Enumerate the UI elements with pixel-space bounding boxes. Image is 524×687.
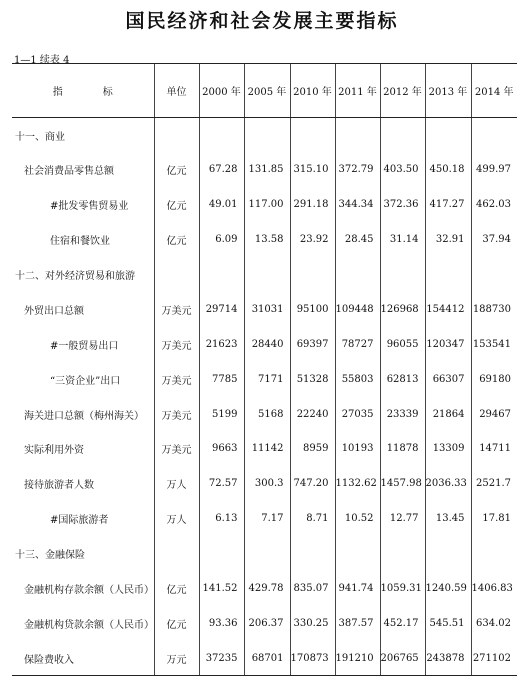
row-label-text: 接待旅游者人数	[24, 480, 94, 492]
row-unit: 亿元	[154, 606, 199, 641]
cell-value: 14711	[471, 432, 517, 467]
cell-value: 372.79	[335, 152, 380, 187]
table-row	[12, 397, 517, 432]
row-label-text: 十三、金融保险	[15, 550, 85, 562]
cell-value	[244, 257, 290, 292]
cell-value: 835.07	[290, 571, 335, 606]
cell-value: 31.14	[380, 222, 425, 257]
header-year: 2000 年	[199, 64, 244, 118]
cell-value: 5199	[199, 397, 244, 432]
cell-value: 13309	[425, 432, 471, 467]
cell-value: 499.97	[471, 152, 517, 187]
row-unit: 亿元	[154, 187, 199, 222]
cell-value	[335, 257, 380, 292]
table-row	[12, 222, 517, 257]
row-label	[12, 536, 154, 571]
cell-value	[335, 118, 380, 153]
cell-value: 1132.62	[335, 466, 380, 501]
cell-value: 452.17	[380, 606, 425, 641]
cell-value: 55803	[335, 362, 380, 397]
row-label-text: 社会消费品零售总额	[24, 166, 114, 178]
cell-value: 6.09	[199, 222, 244, 257]
row-label	[12, 327, 154, 362]
cell-value	[425, 536, 471, 571]
cell-value: 109448	[335, 292, 380, 327]
cell-value	[335, 536, 380, 571]
row-unit	[154, 536, 199, 571]
cell-value: 243878	[425, 641, 471, 676]
cell-value: 31031	[244, 292, 290, 327]
cell-value: 2036.33	[425, 466, 471, 501]
cell-value: 17.81	[471, 501, 517, 536]
row-label	[12, 362, 154, 397]
cell-value: 191210	[335, 641, 380, 676]
cell-value	[425, 118, 471, 153]
row-unit: 万美元	[154, 327, 199, 362]
row-unit: 万元	[154, 641, 199, 676]
header-indicator: 指 标	[12, 64, 154, 118]
cell-value: 5168	[244, 397, 290, 432]
cell-value: 13.45	[425, 501, 471, 536]
cell-value: 315.10	[290, 152, 335, 187]
row-unit: 万美元	[154, 362, 199, 397]
cell-value: 120347	[425, 327, 471, 362]
table-row	[12, 571, 517, 606]
cell-value: 93.36	[199, 606, 244, 641]
header-year: 2011 年	[335, 64, 380, 118]
cell-value: 11142	[244, 432, 290, 467]
row-label-text: #批发零售贸易业	[50, 201, 129, 213]
cell-value: 28.45	[335, 222, 380, 257]
cell-value: 7.17	[244, 501, 290, 536]
cell-value: 170873	[290, 641, 335, 676]
table-caption: 1—1 续表 4	[14, 55, 70, 66]
row-label	[12, 501, 154, 536]
row-label-text: 实际利用外资	[24, 445, 84, 457]
cell-value: 21623	[199, 327, 244, 362]
header-unit: 单位	[154, 64, 199, 118]
row-unit: 万人	[154, 501, 199, 536]
cell-value: 1457.98	[380, 466, 425, 501]
cell-value: 1059.31	[380, 571, 425, 606]
cell-value: 1406.83	[471, 571, 517, 606]
cell-value: 6.13	[199, 501, 244, 536]
row-label	[12, 187, 154, 222]
table-row	[12, 257, 517, 292]
cell-value: 21864	[425, 397, 471, 432]
row-label	[12, 606, 154, 641]
cell-value	[244, 536, 290, 571]
table-row	[12, 118, 517, 153]
table-row	[12, 536, 517, 571]
cell-value: 747.20	[290, 466, 335, 501]
cell-value	[199, 257, 244, 292]
cell-value	[199, 536, 244, 571]
row-label-text: 金融机构贷款余额（人民币）	[24, 619, 154, 631]
cell-value: 27035	[335, 397, 380, 432]
cell-value: 37.94	[471, 222, 517, 257]
row-label	[12, 222, 154, 257]
row-label-text: 保险费收入	[24, 654, 74, 666]
table-row	[12, 152, 517, 187]
row-label-text: #一般贸易出口	[50, 340, 119, 352]
cell-value: 545.51	[425, 606, 471, 641]
row-unit: 亿元	[154, 571, 199, 606]
cell-value	[471, 118, 517, 153]
cell-value: 344.34	[335, 187, 380, 222]
header-year: 2010 年	[290, 64, 335, 118]
cell-value: 28440	[244, 327, 290, 362]
row-unit: 万美元	[154, 292, 199, 327]
cell-value: 188730	[471, 292, 517, 327]
cell-value	[471, 536, 517, 571]
cell-value	[290, 536, 335, 571]
header-year: 2005 年	[244, 64, 290, 118]
cell-value: 78727	[335, 327, 380, 362]
cell-value	[425, 257, 471, 292]
row-label	[12, 571, 154, 606]
cell-value: 13.58	[244, 222, 290, 257]
cell-value: 95100	[290, 292, 335, 327]
cell-value: 37235	[199, 641, 244, 676]
table-row	[12, 641, 517, 676]
cell-value: 141.52	[199, 571, 244, 606]
cell-value: 429.78	[244, 571, 290, 606]
cell-value: 131.85	[244, 152, 290, 187]
table-row	[12, 362, 517, 397]
cell-value: 22240	[290, 397, 335, 432]
indicators-table	[12, 63, 517, 676]
cell-value: 10.52	[335, 501, 380, 536]
cell-value: 634.02	[471, 606, 517, 641]
row-label	[12, 641, 154, 676]
cell-value	[380, 536, 425, 571]
row-label-text: 外贸出口总额	[24, 305, 84, 317]
cell-value: 372.36	[380, 187, 425, 222]
header-year: 2014 年	[471, 64, 517, 118]
cell-value: 11878	[380, 432, 425, 467]
header-year: 2013 年	[425, 64, 471, 118]
cell-value	[380, 118, 425, 153]
cell-value: 69180	[471, 362, 517, 397]
cell-value	[380, 257, 425, 292]
cell-value: 206.37	[244, 606, 290, 641]
table-header-row	[12, 64, 517, 118]
cell-value: 8959	[290, 432, 335, 467]
cell-value: 1240.59	[425, 571, 471, 606]
cell-value: 300.3	[244, 466, 290, 501]
row-unit: 万美元	[154, 397, 199, 432]
cell-value: 49.01	[199, 187, 244, 222]
cell-value: 117.00	[244, 187, 290, 222]
cell-value: 153541	[471, 327, 517, 362]
cell-value: 23.92	[290, 222, 335, 257]
cell-value: 7171	[244, 362, 290, 397]
row-label-text: “三资企业”出口	[50, 375, 121, 387]
cell-value: 8.71	[290, 501, 335, 536]
cell-value: 23339	[380, 397, 425, 432]
table-row	[12, 187, 517, 222]
row-unit: 万人	[154, 466, 199, 501]
cell-value: 450.18	[425, 152, 471, 187]
row-unit	[154, 118, 199, 153]
cell-value: 403.50	[380, 152, 425, 187]
row-label-text: 十一、商业	[15, 131, 65, 143]
row-unit: 亿元	[154, 222, 199, 257]
cell-value: 32.91	[425, 222, 471, 257]
cell-value: 7785	[199, 362, 244, 397]
page-title: 国民经济和社会发展主要指标	[125, 10, 399, 32]
cell-value: 154412	[425, 292, 471, 327]
row-unit	[154, 257, 199, 292]
row-label	[12, 466, 154, 501]
table-row	[12, 466, 517, 501]
row-label-text: 海关进口总额（梅州海关）	[24, 410, 144, 422]
cell-value: 206765	[380, 641, 425, 676]
cell-value: 96055	[380, 327, 425, 362]
cell-value: 10193	[335, 432, 380, 467]
cell-value	[471, 257, 517, 292]
row-label-text: 金融机构存款余额（人民币）	[24, 585, 154, 597]
table-row	[12, 292, 517, 327]
table-row	[12, 432, 517, 467]
cell-value	[244, 118, 290, 153]
row-label	[12, 257, 154, 292]
table-row	[12, 501, 517, 536]
cell-value: 62813	[380, 362, 425, 397]
row-label-text: 十二、对外经济贸易和旅游	[15, 271, 135, 282]
row-label	[12, 432, 154, 467]
table-row	[12, 327, 517, 362]
cell-value: 29467	[471, 397, 517, 432]
cell-value: 462.03	[471, 187, 517, 222]
table-row	[12, 606, 517, 641]
cell-value: 417.27	[425, 187, 471, 222]
row-unit: 万美元	[154, 432, 199, 467]
cell-value: 67.28	[199, 152, 244, 187]
cell-value: 9663	[199, 432, 244, 467]
cell-value: 68701	[244, 641, 290, 676]
row-unit: 亿元	[154, 152, 199, 187]
cell-value: 271102	[471, 641, 517, 676]
cell-value: 69397	[290, 327, 335, 362]
cell-value	[290, 118, 335, 153]
cell-value: 941.74	[335, 571, 380, 606]
row-label-text: #国际旅游者	[50, 515, 109, 527]
row-label-text: 住宿和餐饮业	[50, 236, 110, 248]
row-label	[12, 152, 154, 187]
row-label	[12, 292, 154, 327]
cell-value: 291.18	[290, 187, 335, 222]
cell-value	[199, 118, 244, 153]
header-year: 2012 年	[380, 64, 425, 118]
cell-value: 51328	[290, 362, 335, 397]
cell-value: 126968	[380, 292, 425, 327]
cell-value: 66307	[425, 362, 471, 397]
cell-value	[290, 257, 335, 292]
cell-value: 72.57	[199, 466, 244, 501]
cell-value: 29714	[199, 292, 244, 327]
cell-value: 2521.7	[471, 466, 517, 501]
row-label	[12, 397, 154, 432]
row-label	[12, 118, 154, 153]
cell-value: 330.25	[290, 606, 335, 641]
cell-value: 387.57	[335, 606, 380, 641]
cell-value: 12.77	[380, 501, 425, 536]
